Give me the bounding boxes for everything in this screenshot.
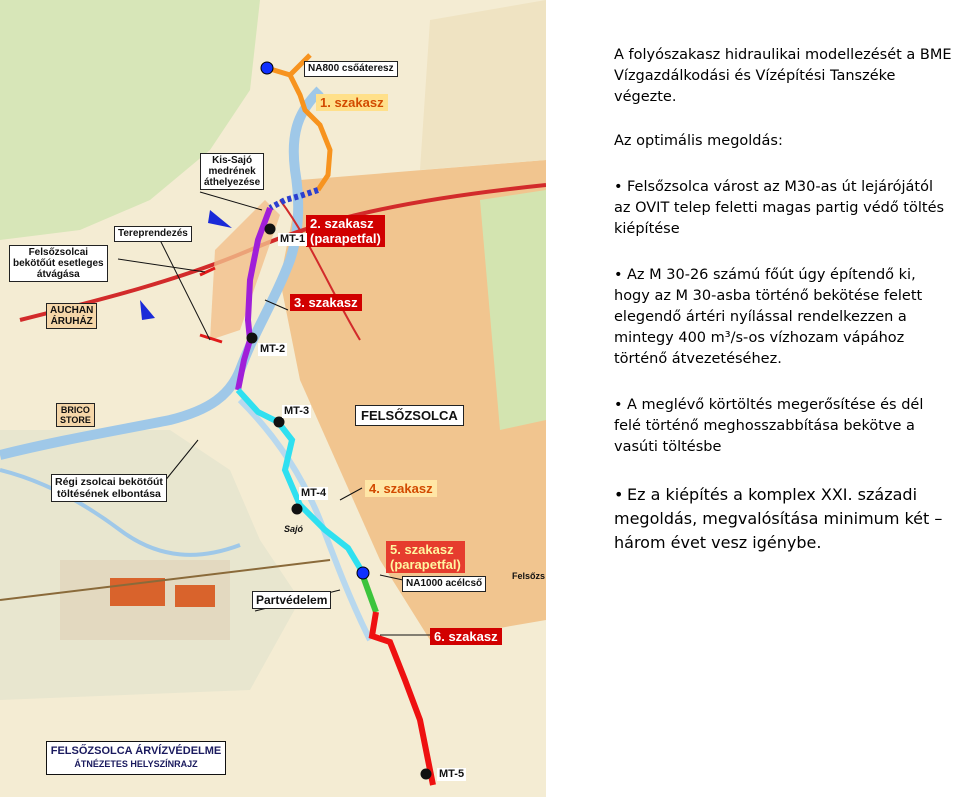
label-segment-6: 6. szakasz bbox=[430, 628, 502, 645]
bullet-text-4: Ez a kiépítés a komplex XXI. századi megoldás, megvalósítása minimum két – három évet vesz igénybe. bbox=[614, 485, 943, 552]
label-brico: BRICO STORE bbox=[56, 403, 95, 427]
intro-text: A folyószakasz hidraulikai modellezését a BME Vízgazdálkodási és Vízépítési Tanszéke végezte. bbox=[614, 47, 952, 105]
label-town: Felsőzs bbox=[512, 571, 546, 581]
map-title-line1: FELSŐZSOLCA ÁRVÍZVÉDELME bbox=[50, 745, 222, 757]
label-segment-2: 2. szakasz (parapetfal) bbox=[306, 215, 385, 247]
label-bekotout: Felsőzsolcai bekötőút esetleges átvágása bbox=[9, 245, 108, 282]
label-segment-1: 1. szakasz bbox=[316, 94, 388, 111]
bullet-item-2 bbox=[614, 265, 954, 370]
mt2-point bbox=[247, 333, 258, 344]
culvert-node-na1000 bbox=[357, 567, 369, 579]
label-mt1: MT-1 bbox=[280, 233, 306, 245]
label-regi-bekotout: Régi zsolcai bekötőút töltésének elbontása bbox=[51, 474, 167, 502]
label-river-sajo: Sajó bbox=[284, 524, 304, 534]
bullet-icon: • bbox=[614, 179, 623, 195]
mt4-point bbox=[292, 504, 303, 515]
map-title-line2: ÁTNÉZETES HELYSZÍNRAJZ bbox=[74, 759, 198, 769]
description-panel bbox=[614, 45, 954, 555]
label-mt4: MT-4 bbox=[301, 487, 327, 499]
label-na1000: NA1000 acélcső bbox=[402, 576, 486, 592]
label-partvedelem: Partvédelem bbox=[252, 591, 331, 609]
mt5-point bbox=[421, 769, 432, 780]
map-title-box bbox=[46, 741, 226, 775]
label-mt2: MT-2 bbox=[260, 343, 286, 355]
label-mt5: MT-5 bbox=[439, 768, 465, 780]
label-tereprendezes: Tereprendezés bbox=[114, 226, 192, 242]
bullet-text-1: Felsőzsolca várost az M30-as út lejárójától az OVIT telep feletti magas partig védő töltés kiépítése bbox=[614, 179, 945, 237]
bullet-text-3: A meglévő körtöltés megerősítése és dél felé történő meghosszabbítása bekötve a vasúti töltésbe bbox=[614, 397, 924, 455]
label-segment-3: 3. szakasz bbox=[290, 294, 362, 311]
label-mt3: MT-3 bbox=[284, 405, 310, 417]
industrial-roof-1 bbox=[110, 578, 165, 606]
bullet-item-1 bbox=[614, 177, 954, 240]
bullet-item-3 bbox=[614, 395, 954, 458]
bullet-icon: • bbox=[614, 267, 623, 283]
label-kis-sajo: Kis-Sajó medrének áthelyezése bbox=[200, 153, 264, 190]
industrial-roof-2 bbox=[175, 585, 215, 607]
label-felsozsolca: FELSŐZSOLCA bbox=[355, 405, 464, 426]
label-auchan: AUCHAN ÁRUHÁZ bbox=[46, 303, 97, 329]
mt1-point bbox=[265, 224, 276, 235]
bullet-icon: • bbox=[614, 397, 623, 413]
label-segment-5: 5. szakasz (parapetfal) bbox=[386, 541, 465, 573]
culvert-node-na800 bbox=[261, 62, 273, 74]
solution-heading: Az optimális megoldás: bbox=[614, 133, 783, 149]
bullet-text-2: Az M 30-26 számú főút úgy építendő ki, hogy az M 30-asba történő bekötése felett elegendő ártéri nyílással rendelkezzen a mintegy 400 m³/s-os vízhozam vápához történő átvezetéséhez. bbox=[614, 267, 923, 367]
bullet-icon: • bbox=[614, 485, 624, 504]
bullet-item-4 bbox=[614, 483, 954, 555]
mt3-point bbox=[274, 417, 285, 428]
field-ne bbox=[420, 0, 546, 170]
label-na800: NA800 csőáteresz bbox=[304, 61, 398, 77]
label-segment-4: 4. szakasz bbox=[365, 480, 437, 497]
